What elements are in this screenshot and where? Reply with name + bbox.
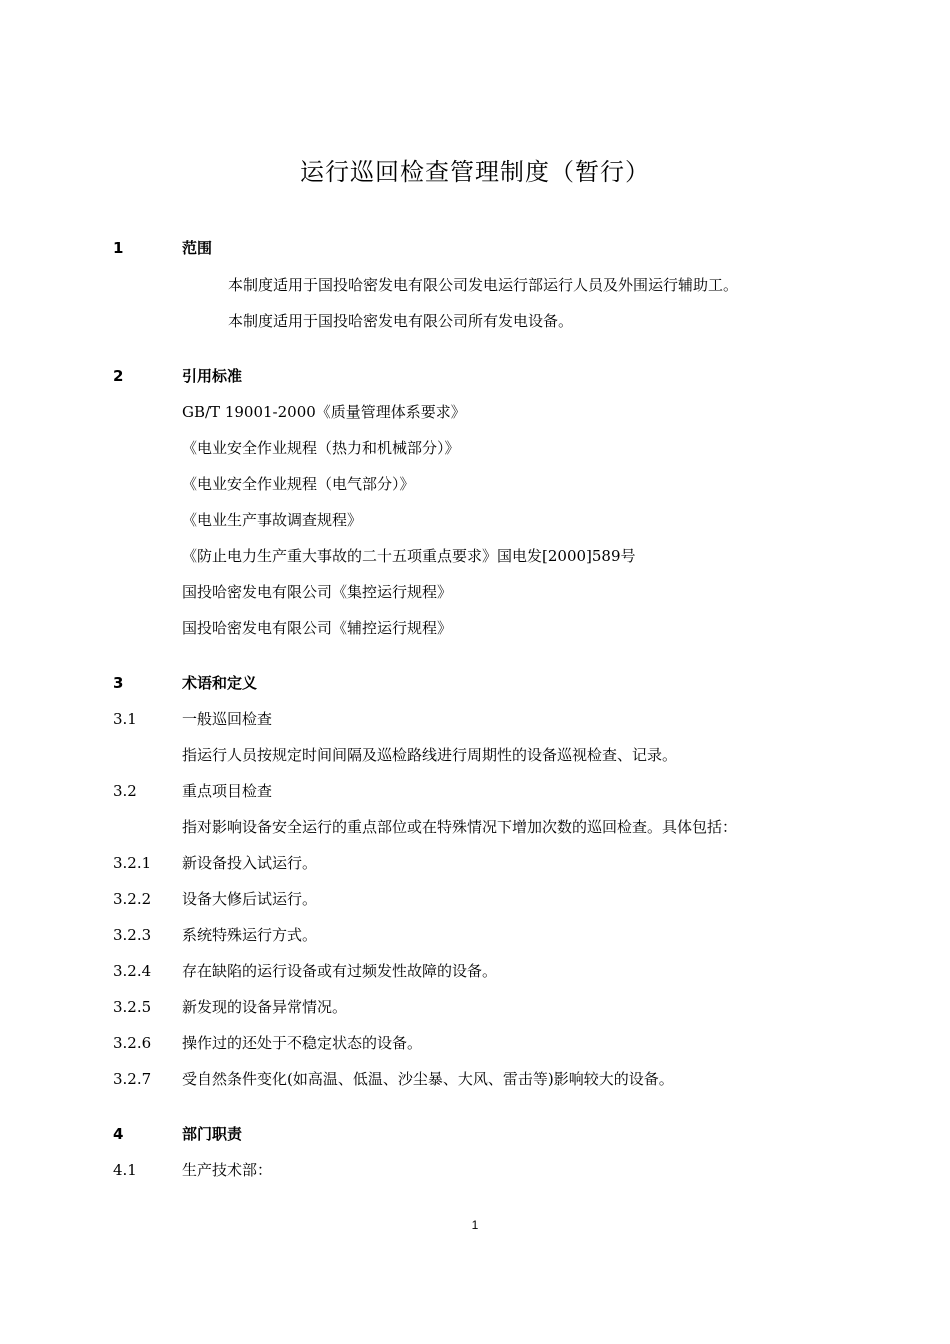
clause-text: 生产技术部： [182,1161,273,1179]
clause-number: 4.1 [113,1161,137,1179]
clause-text: 操作过的还处于不稳定状态的设备。 [182,1034,423,1052]
section-title: 范围 [182,239,213,257]
clause-text: 存在缺陷的运行设备或有过频发性故障的设备。 [182,962,498,980]
clause-number: 3.2.1 [113,854,152,872]
reference-text: 国投哈密发电有限公司《集控运行规程》 [182,583,453,601]
section-number: 2 [113,367,124,385]
clause-text: 新设备投入试运行。 [182,854,318,872]
section-title: 引用标准 [182,367,243,385]
clause-text: 指运行人员按规定时间间隔及巡检路线进行周期性的设备巡视检查、记录。 [182,746,678,764]
reference-text: 《电业安全作业规程（热力和机械部分）》 [182,439,460,457]
clause-number: 3.2.3 [113,926,152,944]
section-number: 1 [113,239,124,257]
clause-text: 重点项目检查 [182,782,273,800]
clause-number: 3.1 [113,710,137,728]
section-title: 部门职责 [182,1125,243,1143]
reference-text: 国投哈密发电有限公司《辅控运行规程》 [182,619,453,637]
reference-text: 《电业生产事故调查规程》 [182,511,363,529]
paragraph-text: 本制度适用于国投哈密发电有限公司发电运行部运行人员及外围运行辅助工。 [228,276,739,294]
reference-text: 《防止电力生产重大事故的二十五项重点要求》国电发[2000]589号 [182,547,636,565]
clause-text: 新发现的设备异常情况。 [182,998,348,1016]
paragraph-text: 本制度适用于国投哈密发电有限公司所有发电设备。 [228,312,574,330]
document-title: 运行巡回检查管理制度（暂行） [300,158,650,186]
section-number: 4 [113,1125,124,1143]
clause-text: 受自然条件变化(如高温、低温、沙尘暴、大风、雷击等)影响较大的设备。 [182,1070,674,1088]
reference-text: GB/T 19001-2000《质量管理体系要求》 [182,403,466,421]
clause-number: 3.2.5 [113,998,152,1016]
section-number: 3 [113,674,124,692]
clause-number: 3.2 [113,782,137,800]
clause-text: 设备大修后试运行。 [182,890,318,908]
clause-text: 指对影响设备安全运行的重点部位或在特殊情况下增加次数的巡回检查。具体包括： [182,818,738,836]
clause-number: 3.2.2 [113,890,152,908]
clause-number: 3.2.6 [113,1034,152,1052]
clause-text: 一般巡回检查 [182,710,273,728]
clause-number: 3.2.7 [113,1070,152,1088]
section-title: 术语和定义 [182,674,258,692]
page-number: 1 [471,1218,479,1232]
clause-number: 3.2.4 [113,962,152,980]
clause-text: 系统特殊运行方式。 [182,926,318,944]
reference-text: 《电业安全作业规程（电气部分）》 [182,475,415,493]
